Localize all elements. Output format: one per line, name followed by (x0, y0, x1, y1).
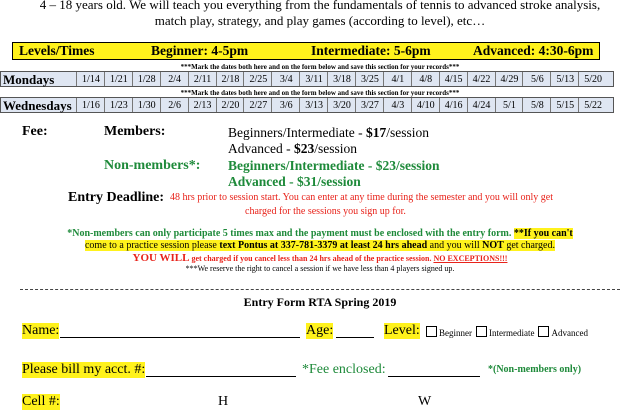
wednesday-separator (188, 98, 189, 112)
intro-line-1: 4 – 18 years old. We will teach you everything from the fundamentals of tennis to advanced stroke analysis, (39, 0, 601, 12)
wednesday-separator (104, 98, 105, 112)
members-fee-text-1: Beginners/Intermediate - (228, 125, 366, 140)
bill-account-label: Please bill my acct. #: (22, 362, 146, 377)
monday-separator (327, 72, 328, 86)
wednesday-separator (243, 98, 244, 112)
levels-title: Levels/Times (19, 43, 95, 58)
monday-separator (271, 72, 272, 86)
wednesday-separator (355, 98, 356, 112)
wednesday-date-cell[interactable]: 3/20 (333, 100, 351, 111)
members-label: Members: (104, 124, 166, 139)
level-options (422, 326, 588, 338)
monday-separator (188, 72, 189, 86)
wednesday-separator (299, 98, 300, 112)
levels-times-box (12, 42, 600, 60)
wednesday-separator (76, 98, 77, 112)
advanced-checkbox[interactable] (538, 326, 549, 337)
monday-separator (355, 72, 356, 86)
cancel-note-text-b: and you will (427, 240, 483, 251)
wednesday-separator (160, 98, 161, 112)
monday-separator (411, 72, 412, 86)
mark-dates-note-2: ***Mark the dates both here and on the form below and save this section for your records*** (180, 89, 460, 97)
monday-date-cell[interactable]: 4/22 (472, 74, 491, 85)
wednesday-separator (411, 98, 412, 112)
wednesday-separator (327, 98, 328, 112)
home-phone-label: H (218, 394, 229, 409)
monday-separator (104, 72, 105, 86)
members-fee-text-2: Advanced - (228, 141, 294, 156)
mondays-row (0, 71, 614, 87)
cancel-note-text-a: come to a practice session please (84, 240, 220, 251)
monday-date-cell[interactable]: 2/4 (168, 74, 182, 85)
level-beginner: Beginner: 4-5pm (151, 43, 249, 58)
nonmembers-fee-line-2: Advanced - $31/session (228, 174, 361, 189)
cancel-note-head: **If you can't (513, 228, 573, 239)
fee-label: Fee: (22, 124, 48, 139)
monday-date-cell[interactable]: 5/20 (584, 74, 603, 85)
wednesday-date-cell[interactable]: 3/13 (305, 100, 324, 111)
members-fee-unit-2: /session (314, 141, 357, 156)
wednesday-date-cell[interactable]: 4/24 (472, 100, 491, 111)
wednesday-separator (271, 98, 272, 112)
wednesday-date-cell[interactable]: 2/6 (168, 100, 182, 111)
monday-date-cell[interactable]: 4/15 (444, 74, 463, 85)
intro-line-2: match play, strategy, and play games (according to level), etc… (154, 13, 486, 28)
advanced-option-label: Advanced (551, 328, 588, 338)
monday-date-cell[interactable]: 3/25 (361, 74, 379, 85)
wednesday-separator (216, 98, 217, 112)
monday-date-cell[interactable]: 5/6 (530, 74, 544, 85)
wednesday-date-cell[interactable]: 5/1 (503, 100, 516, 111)
monday-separator (216, 72, 217, 86)
wednesday-date-cell[interactable]: 4/10 (416, 100, 435, 111)
monday-separator (383, 72, 384, 86)
members-fee-price-1: $17 (365, 125, 387, 140)
wednesday-date-cell[interactable]: 5/15 (556, 100, 575, 111)
wednesday-date-cell[interactable]: 5/8 (530, 100, 544, 111)
work-phone-label: W (418, 394, 432, 409)
monday-separator (495, 72, 496, 86)
monday-date-cell[interactable]: 3/11 (305, 74, 323, 85)
wednesday-date-cell[interactable]: 2/27 (249, 100, 268, 111)
wednesday-separator (383, 98, 384, 112)
cancel-note-text-c: get charged. (503, 240, 555, 251)
wednesday-date-cell[interactable]: 4/16 (444, 100, 463, 111)
monday-separator (132, 72, 133, 86)
wednesday-date-cell[interactable]: 1/30 (137, 100, 156, 111)
wednesday-date-cell[interactable]: 5/22 (584, 100, 603, 111)
monday-date-cell[interactable]: 2/18 (221, 74, 240, 85)
beginner-checkbox[interactable] (426, 326, 437, 337)
intermediate-checkbox[interactable] (476, 326, 487, 337)
nonmember-limit-text: *Non-members can only participate 5 times max and the payment must be enclosed with the entry form. (67, 228, 512, 239)
monday-date-cell[interactable]: 5/13 (556, 74, 575, 85)
entry-deadline-label: Entry Deadline: (68, 190, 165, 205)
monday-date-cell[interactable]: 2/11 (193, 74, 212, 85)
members-fee-price-2: $23 (293, 141, 315, 156)
level-label: Level: (384, 323, 420, 338)
monday-date-cell[interactable]: 3/18 (333, 74, 351, 85)
monday-date-cell[interactable]: 4/8 (419, 74, 433, 85)
fee-enclosed-field[interactable] (388, 362, 480, 377)
nonmembers-label: Non-members*: (104, 158, 201, 173)
monday-date-cell[interactable]: 1/21 (109, 74, 128, 85)
monday-separator (578, 72, 579, 86)
will-charge-text: get charged if you cancel less than 24 hrs ahead of the practice session. (189, 254, 434, 263)
wednesday-separator (439, 98, 440, 112)
monday-date-cell[interactable]: 3/4 (279, 74, 293, 85)
cut-line (20, 289, 620, 290)
entry-deadline-text-2: charged for the sessions you sign up for. (245, 206, 406, 217)
monday-separator (76, 72, 77, 86)
monday-date-cell[interactable]: 2/25 (249, 74, 268, 85)
wednesdays-label: Wednesdays (3, 98, 72, 113)
wednesday-date-cell[interactable]: 3/27 (361, 100, 379, 111)
wednesday-date-cell[interactable]: 4/3 (391, 100, 405, 111)
cancel-text-pontus: text Pontus at 337-781-3379 at least 24 hrs ahead (219, 240, 428, 251)
wednesday-separator (467, 98, 468, 112)
age-field[interactable] (336, 323, 374, 338)
monday-separator (299, 72, 300, 86)
wednesday-separator (132, 98, 133, 112)
reserve-note: ***We reserve the right to cancel a session if we have less than 4 players signed up. (185, 264, 455, 273)
members-fee-unit-1: /session (386, 125, 429, 140)
wednesday-date-cell[interactable]: 1/16 (82, 100, 100, 111)
wednesday-date-cell[interactable]: 3/6 (279, 100, 293, 111)
wednesday-date-cell[interactable]: 1/23 (109, 100, 128, 111)
mark-dates-note-1: ***Mark the dates both here and on the form below and save this section for your records*** (180, 63, 460, 71)
age-label: Age: (306, 323, 334, 338)
beginner-option-label: Beginner (439, 328, 472, 338)
bill-account-field[interactable] (146, 362, 296, 377)
monday-separator (160, 72, 161, 86)
monday-separator (550, 72, 551, 86)
will-charge-head: YOU WILL (132, 252, 190, 264)
members-fee-line-1 (228, 125, 429, 141)
monday-date-cell[interactable]: 1/14 (82, 74, 100, 85)
name-field[interactable] (60, 323, 300, 338)
nonmember-limit-note (0, 228, 640, 240)
wednesday-separator (578, 98, 579, 112)
wednesday-separator (522, 98, 523, 112)
monday-date-cell[interactable]: 4/29 (500, 74, 519, 85)
intermediate-option-label: Intermediate (489, 328, 535, 338)
entry-deadline-text-1: 48 hrs prior to session start. You can enter at any time during the semester and you will only get (170, 192, 553, 203)
will-charge-note (0, 253, 640, 264)
mondays-label: Mondays (3, 72, 55, 87)
nonmembers-only-note: *(Non-members only) (488, 364, 582, 375)
monday-separator (522, 72, 523, 86)
monday-date-cell[interactable]: 4/1 (391, 74, 405, 85)
no-exceptions: NO EXCEPTIONS!!! (433, 254, 508, 263)
wednesday-separator (550, 98, 551, 112)
monday-separator (439, 72, 440, 86)
monday-date-cell[interactable]: 1/28 (137, 74, 156, 85)
entry-form-title: Entry Form RTA Spring 2019 (243, 295, 397, 309)
cell-label: Cell #: (22, 394, 60, 409)
nonmembers-fee-line-1: Beginners/Intermediate - $23/session (228, 158, 440, 173)
wednesday-date-cell[interactable]: 2/20 (221, 100, 240, 111)
fee-enclosed-label: *Fee enclosed: (302, 362, 386, 377)
cancel-not: NOT (482, 240, 504, 251)
monday-separator (243, 72, 244, 86)
wednesday-date-cell[interactable]: 2/13 (193, 100, 212, 111)
members-fee-line-2 (228, 141, 357, 157)
level-advanced: Advanced: 4:30-6pm (473, 43, 594, 58)
cancel-note (0, 240, 640, 252)
name-label: Name: (22, 323, 60, 338)
monday-separator (467, 72, 468, 86)
wednesday-separator (495, 98, 496, 112)
level-intermediate: Intermediate: 5-6pm (311, 43, 431, 58)
wednesdays-row (0, 97, 614, 113)
